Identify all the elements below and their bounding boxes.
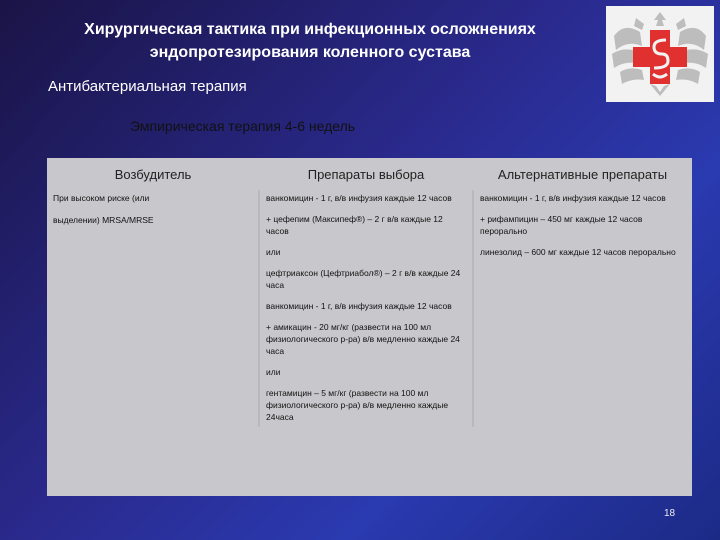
header-pathogen: Возбудитель — [114, 167, 192, 182]
choice-item: цефтриаксон (Цефтриабол®) – 2 г в/в каждые 24 часа — [266, 268, 461, 290]
eagle-cross-icon — [606, 6, 714, 102]
slide-title-line-2: эндопротезирования коленного сустава — [149, 44, 471, 61]
alternative-item: ванкомицин - 1 г, в/в инфузия каждые 12 часов — [480, 193, 666, 203]
header-alternative-drugs: Альтернативные препараты — [497, 167, 668, 182]
choice-item: + цефепим (Максипеф®) – 2 г в/в каждые 12 часов — [266, 214, 443, 236]
slide-title-line-1: Хирургическая тактика при инфекционных осложнениях — [84, 21, 536, 38]
choice-item: гентамицин – 5 мг/кг (развести на 100 мл физиологического р-ра) в/в медленно каждые 24часа — [266, 388, 449, 422]
section-label: Эмпирическая терапия 4-6 недель — [130, 118, 356, 134]
page-number: 18 — [664, 508, 676, 519]
choice-item: ванкомицин - 1 г, в/в инфузия каждые 12 часов — [266, 301, 452, 311]
pathogen-line-1: При высоком риске (или — [53, 193, 150, 203]
alternative-drugs-cell — [473, 190, 692, 427]
alternative-item: + рифампицин – 450 мг каждые 12 часов перорально — [480, 214, 643, 236]
header-choice-drugs: Препараты выбора — [307, 167, 425, 182]
emblem-logo — [606, 6, 714, 102]
choice-drugs-cell — [259, 190, 473, 427]
table-header-row — [47, 158, 692, 190]
slide-title — [40, 18, 580, 64]
pathogen-line-2: выделении) MRSA/MRSE — [53, 215, 154, 225]
choice-item: + амикацин - 20 мг/кг (развести на 100 мл физиологического р-ра) в/в медленно каждые 24 часа — [266, 322, 460, 356]
choice-item: или — [266, 247, 281, 257]
slide-subtitle: Антибактериальная терапия — [48, 78, 247, 95]
choice-item: или — [266, 367, 281, 377]
therapy-table — [47, 158, 692, 496]
pathogen-cell — [47, 190, 259, 427]
alternative-item: линезолид – 600 мг каждые 12 часов перорально — [480, 247, 676, 257]
choice-item: ванкомицин - 1 г, в/в инфузия каждые 12 часов — [266, 193, 452, 203]
table-row — [47, 190, 692, 427]
